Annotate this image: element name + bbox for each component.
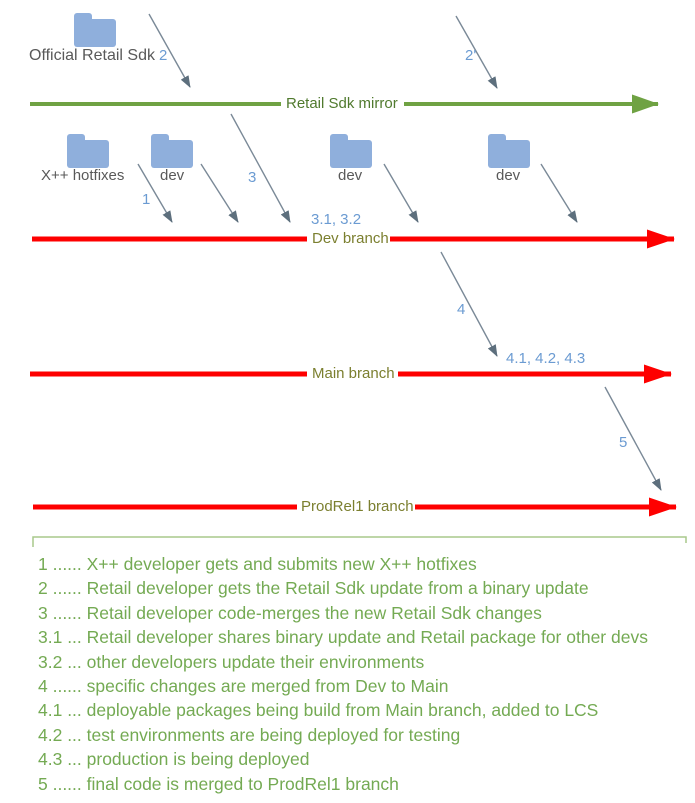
arrow-dev1-to-devbranch [201, 164, 238, 222]
legend-item-1: 1 ...... X++ developer gets and submits new X++ hotfixes [38, 554, 477, 574]
legend [38, 552, 688, 796]
dev-folder-icon-1 [151, 134, 193, 168]
xpp-hotfixes-folder-icon [67, 134, 109, 168]
arrow-dev2-to-devbranch [384, 164, 418, 222]
legend-item-2: 2 ...... Retail developer gets the Retail Sdk update from a binary update [38, 578, 589, 599]
legend-item-4-3: 4.3 ... production is being deployed [38, 749, 310, 770]
arrow-dev3-to-devbranch [541, 164, 577, 222]
legend-item-5: 5 ...... final code is merged to ProdRel1 branch [38, 773, 399, 794]
annotation-4: 4 [457, 301, 466, 318]
official-retail-sdk-label: Official Retail Sdk [29, 47, 155, 64]
annotation-5: 5 [619, 434, 628, 451]
xpp-hotfixes-label: X++ hotfixes [41, 167, 125, 184]
folder-body [67, 140, 109, 168]
legend-item-3-2: 3.2 ... other developers update their environments [38, 651, 425, 672]
official-retail-sdk-folder-icon [74, 13, 116, 47]
arrow-5-main-to-prodrel [605, 387, 661, 490]
annotation-4-1-4-3: 4.1, 4.2, 4.3 [506, 350, 586, 367]
dev-folder-icon-2 [330, 134, 372, 168]
arrow-2prime-to-mirror [456, 16, 497, 88]
folder-body [74, 19, 116, 47]
folder-body [151, 140, 193, 168]
annotation-3-1-3-2: 3.1, 3.2 [311, 211, 362, 228]
dev-branch-label: Dev branch [312, 230, 389, 247]
legend-item-4-2: 4.2 ... test environments are being deployed for testing [38, 724, 461, 745]
main-branch-label: Main branch [312, 365, 395, 382]
legend-item-4: 4 ...... specific changes are merged from Dev to Main [38, 676, 449, 697]
annotation-2: 2 [159, 47, 168, 64]
dev-folder-icon-3 [488, 134, 530, 168]
mirror-branch-label: Retail Sdk mirror [286, 95, 398, 112]
arrow-4-dev-to-main [441, 252, 497, 356]
annotation-1: 1 [142, 191, 151, 208]
arrow-2-official-to-mirror [149, 14, 190, 87]
dev-folder-label-1: dev [160, 167, 185, 184]
annotation-3: 3 [248, 169, 257, 186]
legend-item-3: 3 ...... Retail developer code-merges the new Retail Sdk changes [38, 602, 542, 623]
legend-item-4-1: 4.1 ... deployable packages being build from Main branch, added to LCS [38, 700, 599, 721]
annotation-2-prime: 2' [465, 47, 477, 64]
dev-folder-label-3: dev [496, 167, 521, 184]
arrow-3-mirror-to-devbranch [231, 114, 290, 222]
legend-bracket [33, 537, 686, 547]
folder-body [488, 140, 530, 168]
folder-body [330, 140, 372, 168]
dev-folder-label-2: dev [338, 167, 363, 184]
legend-item-3-1: 3.1 ... Retail developer shares binary update and Retail package for other devs [38, 627, 648, 648]
prodrel-branch-label: ProdRel1 branch [301, 498, 414, 515]
